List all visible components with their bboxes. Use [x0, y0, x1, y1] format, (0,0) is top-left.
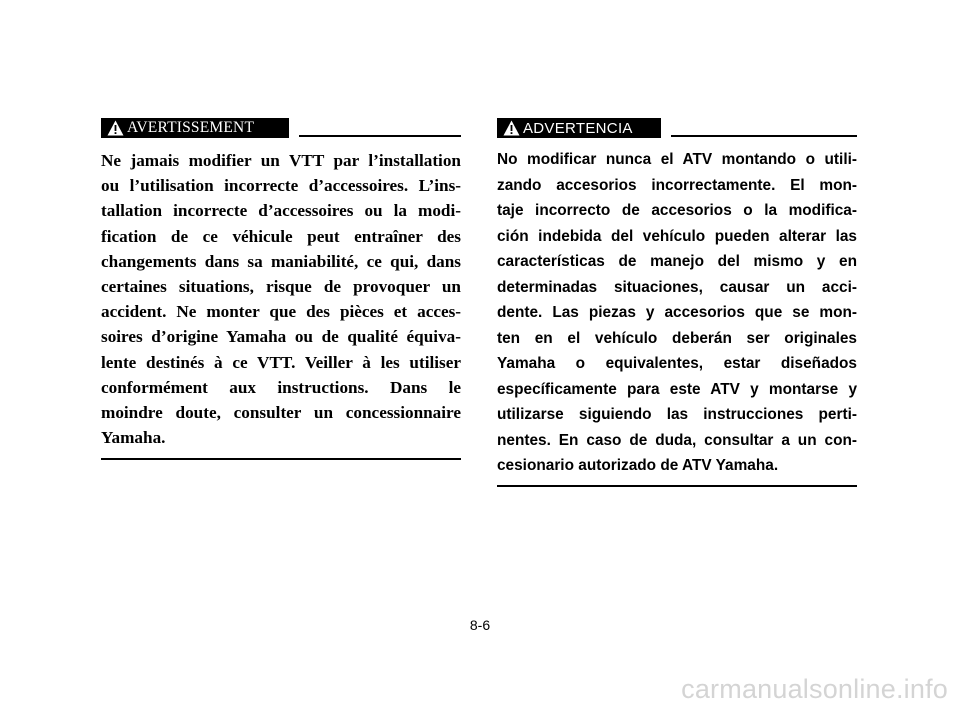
warning-banner-label: AVERTISSEMENT: [127, 119, 255, 136]
text-line: Yamaha o equivalentes, estar diseñados: [497, 355, 857, 372]
warning-block-spanish: [497, 118, 857, 487]
text-line: ción indebida del vehículo pueden alterar las: [497, 227, 857, 245]
bottom-rule: [497, 485, 857, 487]
watermark-text: carmanualsonline.info: [681, 674, 948, 704]
text-line: utilizarse siguiendo las instrucciones perti-: [497, 406, 857, 423]
text-line: moindre doute, consulter un concessionnaire: [101, 403, 461, 423]
text-line: changements dans sa maniabilité, ce qui, dans: [101, 251, 461, 271]
text-line: taje incorrecto de accesorios o la modifica-: [497, 202, 857, 219]
text-line: nentes. En caso de duda, consultar a un con-: [497, 431, 857, 449]
bottom-rule: [101, 458, 461, 460]
page-number: 8-6: [469, 617, 491, 633]
warning-header-spanish: [497, 118, 857, 140]
warning-block-french: [101, 118, 461, 460]
text-line: ten en el vehículo deberán ser originales: [497, 329, 857, 347]
text-line: certaines situations, risque de provoquer un: [101, 277, 461, 297]
text-line: cesionario autorizado de ATV Yamaha.: [497, 457, 779, 474]
text-line: ou l’utilisation incorrecte d’accessoires. L’ins-: [101, 176, 461, 196]
text-line: específicamente para este ATV y montarse y: [497, 380, 857, 398]
text-line: determinadas situaciones, causar un acci-: [497, 278, 857, 296]
text-line: tallation incorrecte d’accessoires ou la modi-: [101, 201, 461, 221]
text-line: accident. Ne monter que des pièces et acces-: [101, 302, 461, 322]
header-rule: [671, 135, 857, 137]
text-line: lente destinés à ce VTT. Veiller à les utiliser: [101, 352, 461, 372]
warning-banner-label: ADVERTENCIA: [523, 119, 633, 137]
text-line: Ne jamais modifier un VTT par l’installation: [101, 151, 461, 170]
warning-triangle-icon: [503, 120, 520, 136]
warning-header-french: [101, 118, 461, 140]
warning-triangle-icon: [107, 120, 124, 136]
header-rule: [299, 135, 461, 137]
warning-banner-spanish: [497, 118, 661, 138]
text-line: No modificar nunca el ATV montando o utili-: [497, 151, 857, 168]
warning-banner-french: [101, 118, 289, 138]
warning-text-spanish: [497, 147, 857, 479]
text-line: Yamaha.: [101, 428, 166, 448]
text-line: soires d’origine Yamaha ou de qualité équiva-: [101, 327, 461, 347]
warning-text-french: [101, 148, 461, 450]
text-line: conformément aux instructions. Dans le: [101, 377, 461, 397]
text-line: dente. Las piezas y accesorios que se mon-: [497, 304, 857, 321]
text-line: zando accesorios incorrectamente. El mon-: [497, 176, 857, 194]
text-line: fication de ce véhicule peut entraîner des: [101, 226, 461, 246]
text-line: características de manejo del mismo y en: [497, 253, 857, 270]
